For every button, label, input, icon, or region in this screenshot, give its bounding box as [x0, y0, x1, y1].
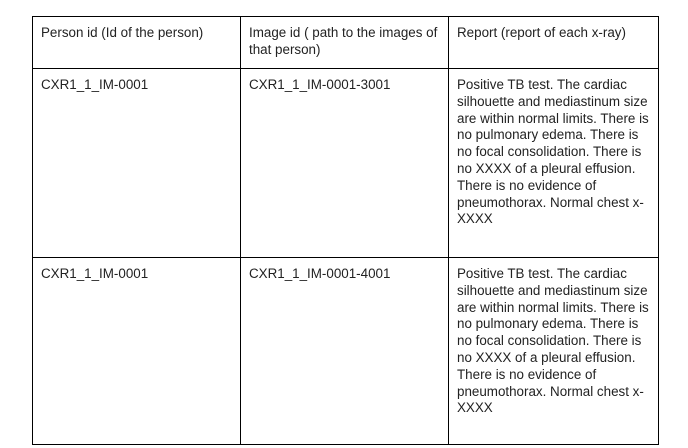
table-row — [33, 258, 659, 445]
header-report: Report (report of each x-ray) — [449, 17, 659, 69]
report-cell: Positive TB test. The cardiac silhouette and mediastinum size are within normal limits. There is no pulmonary edema. There is no focal consolidation. There is no XXXX of a pleural effusion. There is no evidence of pneumothorax. Normal chest x-XXXX — [449, 258, 659, 445]
header-row — [33, 17, 659, 69]
report-cell: Positive TB test. The cardiac silhouette and mediastinum size are within normal limits. There is no pulmonary edema. There is no focal consolidation. There is no XXXX of a pleural effusion. There is no evidence of pneumothorax. Normal chest x-XXXX — [449, 69, 659, 258]
person-id-cell: CXR1_1_IM-0001 — [33, 69, 241, 258]
image-id-cell: CXR1_1_IM-0001-4001 — [241, 258, 449, 445]
person-id-cell: CXR1_1_IM-0001 — [33, 258, 241, 445]
header-person-id: Person id (Id of the person) — [33, 17, 241, 69]
xray-report-table — [32, 16, 659, 445]
table-row — [33, 69, 659, 258]
header-image-id: Image id ( path to the images of that person) — [241, 17, 449, 69]
image-id-cell: CXR1_1_IM-0001-3001 — [241, 69, 449, 258]
table-body — [33, 69, 659, 445]
table-header — [33, 17, 659, 69]
